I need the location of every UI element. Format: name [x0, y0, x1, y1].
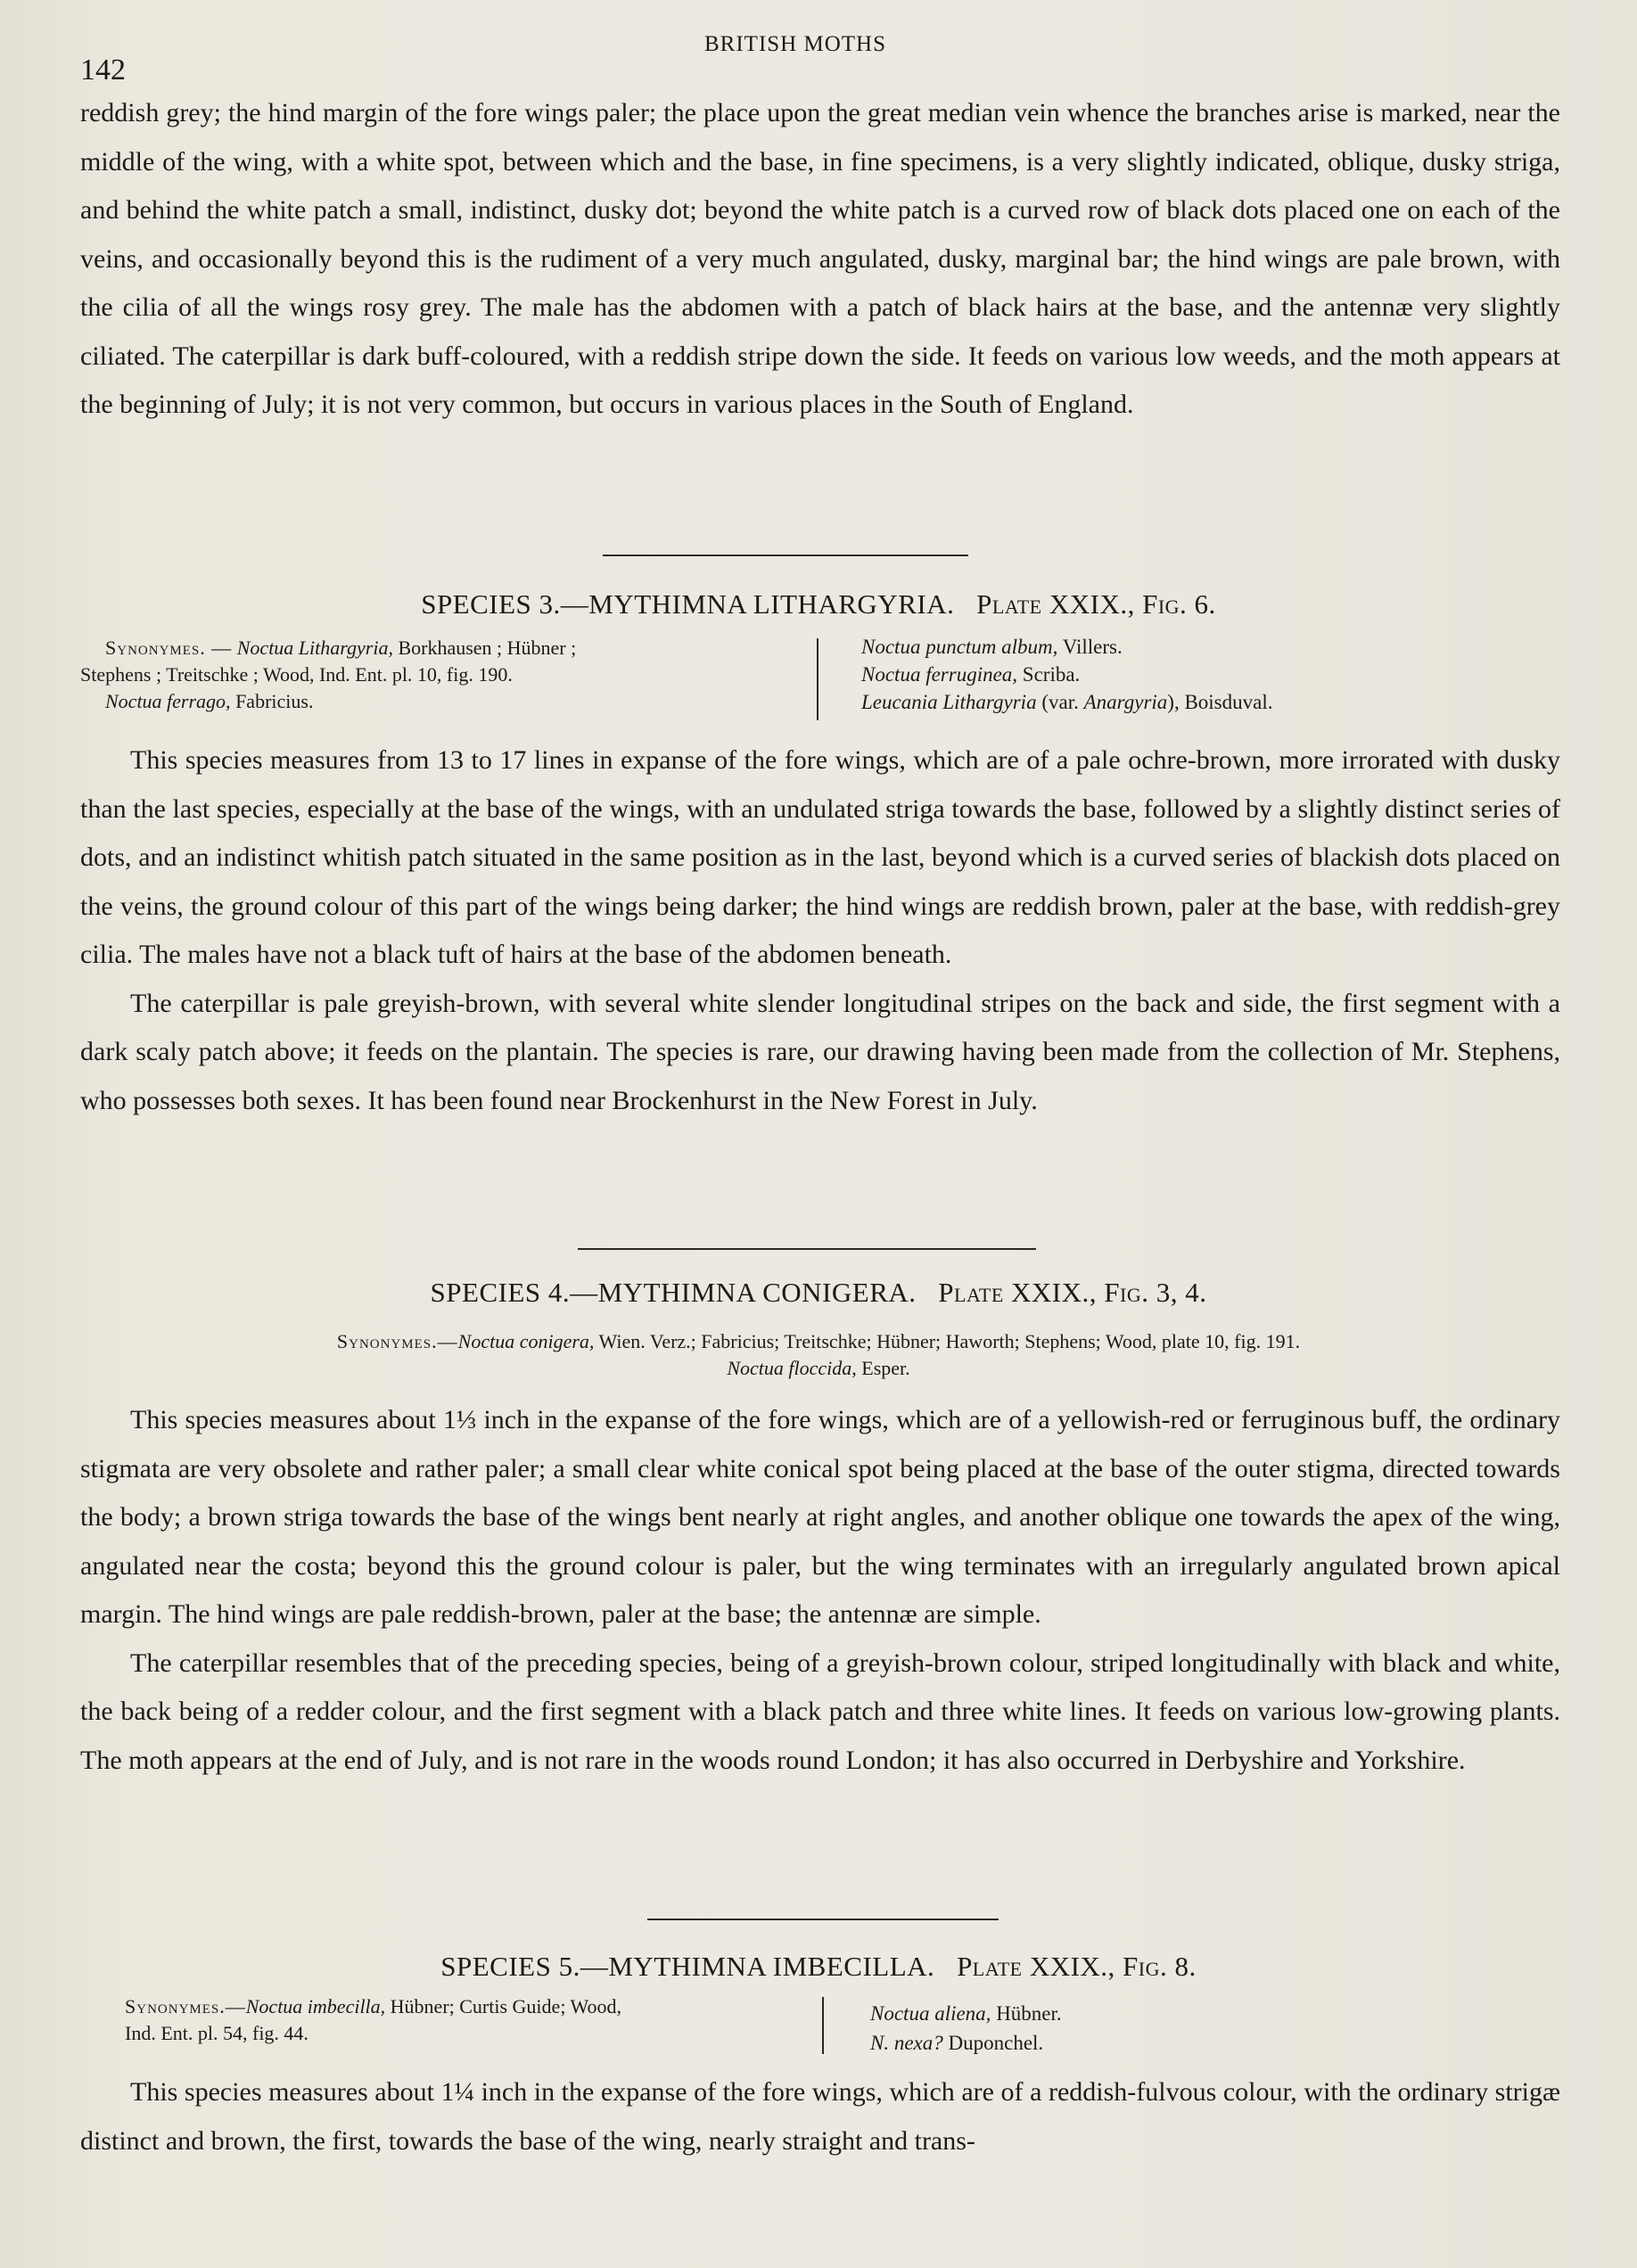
- synonym-authors: Duponchel.: [942, 2032, 1044, 2054]
- synonym-authors: Hübner.: [991, 2002, 1062, 2025]
- synonym-name: Noctua ferruginea,: [861, 663, 1018, 686]
- synonym-line: Stephens ; Treitschke ; Wood, Ind. Ent. pl. 10, fig. 190.: [80, 663, 513, 686]
- species-5-synonyms-left: [80, 1993, 811, 2047]
- synonym-name: Noctua conigera,: [457, 1330, 595, 1352]
- synonym-authors: Borkhausen ; Hübner ;: [392, 637, 577, 659]
- species-5-description: [80, 2068, 1560, 2165]
- species-5-paragraph-1: This species measures about 1¼ inch in the expanse of the fore wings, which are of a reddish-fulvous colour, with the ordinary strigæ distinct and brown, the first, towards the base of the wing, nearly straight and trans-: [80, 2077, 1560, 2156]
- species-4-paragraph-1: This species measures about 1⅓ inch in the expanse of the fore wings, which are of a yellowish-red or ferruginous buff, the ordinary stigmata are very obsolete and rather paler; a small clear white conical spot being placed at the base of the outer stigma, directed towards the body; a brown striga towards the base of the wings bent nearly at right angles, and another oblique one towards the apex of the wing, angulated near the costa; beyond this the ground colour is paler, but the wing terminates with an irregularly angulated brown apical margin. The hind wings are pale reddish-brown, paler at the base; the antennæ are simple.: [80, 1405, 1560, 1629]
- synonym-authors: Hübner; Curtis Guide; Wood,: [385, 1995, 622, 2017]
- synonym-name: Noctua Lithargyria,: [236, 637, 393, 659]
- species-3-synonyms-left: [80, 635, 811, 715]
- continuation-paragraph: reddish grey; the hind margin of the fore wings paler; the place upon the great median vein whence the branches arise is marked, near the middle of the wing, with a white spot, between which and the base, in fine specimens, is a very slightly indicated, oblique, dusky striga, and behind the white patch a small, indistinct, dusky dot; beyond the white patch is a curved row of black dots placed one on each of the veins, and occasionally beyond this is the rudiment of a very much angulated, dusky, marginal bar; the hind wings are pale brown, with the cilia of all the wings rosy grey. The male has the abdomen with a patch of black hairs at the base, and the antennæ very slightly ciliated. The caterpillar is dark buff-coloured, with a reddish stripe down the side. It feeds on various low weeds, and the moth appears at the beginning of July; it is not very common, but occurs in various places in the South of England.: [80, 98, 1560, 419]
- species-3-paragraph-1: This species measures from 13 to 17 lines in expanse of the fore wings, which are of a pale ochre-brown, more irrorated with dusky than the last species, especially at the base of the wings, with an undulated striga towards the base, followed by a slightly distinct series of dots, and an indistinct whitish patch situated in the same position as in the last, beyond which is a curved series of blackish dots placed on the veins, the ground colour of this part of the wings being darker; the hind wings are reddish brown, paler at the base, with reddish-grey cilia. The males have not a black tuft of hairs at the base of the abdomen beneath.: [80, 745, 1560, 969]
- species-5-title: SPECIES 5.—MYTHIMNA IMBECILLA.: [440, 1951, 935, 1982]
- species-5-heading: [0, 1951, 1637, 1983]
- species-3-plate: Plate XXIX., Fig. 6.: [976, 588, 1216, 620]
- species-3-title: SPECIES 3.—MYTHIMNA LITHARGYRIA.: [421, 588, 955, 620]
- running-head: BRITISH MOTHS: [704, 32, 886, 56]
- species-3-description: [80, 736, 1560, 1125]
- species-5-synonyms-right: [870, 1999, 1548, 2058]
- species-3-paragraph-2: The caterpillar is pale greyish-brown, with several white slender longitudinal stripes on the back and side, the first segment with a dark scaly patch above; it feeds on the plantain. The species is rare, our drawing having been made from the collection of Mr. Stephens, who possesses both sexes. It has been found near Brockenhurst in the New Forest in July.: [80, 988, 1560, 1115]
- synonym-name: Noctua punctum album,: [861, 636, 1058, 658]
- synonym-variety-prefix: (var.: [1036, 691, 1084, 713]
- synonym-name: N. nexa?: [870, 2032, 943, 2054]
- section-rule: [578, 1248, 1036, 1250]
- synonym-name: Noctua aliena,: [870, 2002, 991, 2025]
- synonym-variety: Anargyria: [1083, 691, 1168, 713]
- synonym-name: Noctua floccida,: [727, 1357, 857, 1379]
- synonym-authors: ), Boisduval.: [1167, 691, 1273, 713]
- synonym-name: Noctua imbecilla,: [245, 1995, 386, 2017]
- species-3-heading: [0, 588, 1637, 620]
- species-4-paragraph-2: The caterpillar resembles that of the preceding species, being of a greyish-brown colour, striped longitudinally with black and white, the back being of a redder colour, and the first segment with a black patch and three white lines. It feeds on various low-growing plants. The moth appears at the end of July, and is not rare in the woods round London; it has also occurred in Derbyshire and Yorkshire.: [80, 1648, 1560, 1775]
- synonyms-label: Synonymes.—: [125, 1995, 246, 2017]
- synonym-divider: [822, 1997, 824, 2054]
- species-4-heading: [0, 1277, 1637, 1309]
- synonym-authors: Villers.: [1057, 636, 1123, 658]
- species-4-description: [80, 1396, 1560, 1785]
- synonym-authors: Fabricius.: [230, 690, 314, 712]
- section-rule: [603, 555, 968, 556]
- synonym-line: Ind. Ent. pl. 54, fig. 44.: [125, 2022, 308, 2044]
- synonyms-label: Synonymes.—: [336, 1330, 458, 1352]
- species-3-synonyms-right: [861, 633, 1557, 716]
- section-rule: [647, 1919, 999, 1920]
- continuation-section: [80, 89, 1560, 430]
- synonym-authors: Esper.: [856, 1357, 910, 1379]
- synonym-name: Leucania Lithargyria: [861, 691, 1037, 713]
- page-number: 142: [80, 53, 126, 86]
- species-5-plate: Plate XXIX., Fig. 8.: [957, 1951, 1197, 1982]
- synonym-authors: Wien. Verz.; Fabricius; Treitschke; Hübner; Haworth; Stephens; Wood, plate 10, fig. 191.: [594, 1330, 1301, 1352]
- species-4-title: SPECIES 4.—MYTHIMNA CONIGERA.: [430, 1277, 917, 1308]
- species-4-plate: Plate XXIX., Fig. 3, 4.: [938, 1277, 1207, 1308]
- synonym-divider: [817, 638, 818, 720]
- synonym-authors: Scriba.: [1017, 663, 1081, 686]
- species-4-synonyms: [0, 1328, 1637, 1382]
- synonyms-label: Synonymes. —: [105, 637, 233, 659]
- synonym-name: Noctua ferrago,: [105, 690, 231, 712]
